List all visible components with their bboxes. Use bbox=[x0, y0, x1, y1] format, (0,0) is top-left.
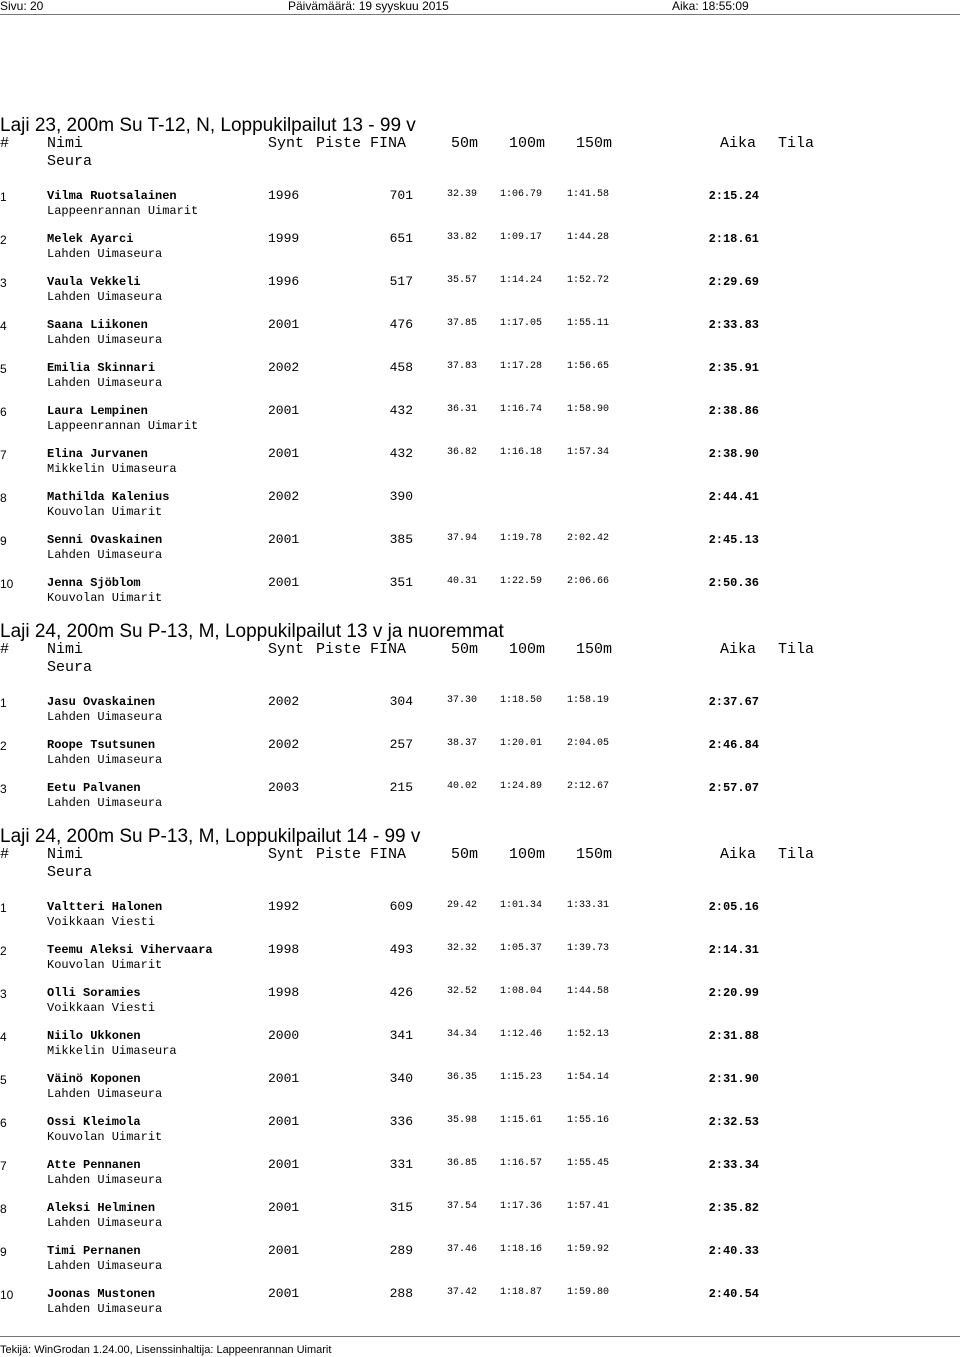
fina-points: 341 bbox=[389, 1028, 413, 1043]
rank: 1 bbox=[0, 901, 7, 915]
col-150m-header: 150m bbox=[576, 641, 613, 658]
swimmer-name: Jasu Ovaskainen bbox=[47, 695, 156, 709]
birth-year: 1998 bbox=[268, 942, 300, 957]
result-row bbox=[0, 187, 960, 230]
result-row bbox=[0, 316, 960, 359]
rank: 7 bbox=[0, 1159, 7, 1173]
split-150m: 2:04.05 bbox=[567, 738, 610, 749]
split-100m: 1:24.89 bbox=[500, 781, 543, 792]
column-header-row bbox=[0, 135, 960, 171]
split-50m: 37.42 bbox=[447, 1287, 478, 1298]
swimmer-name: Joonas Mustonen bbox=[47, 1287, 156, 1301]
birth-year: 2001 bbox=[268, 1071, 300, 1086]
club-name: Kouvolan Uimarit bbox=[47, 958, 163, 972]
col-time-header: Aika bbox=[720, 135, 757, 152]
club-name: Lappeenrannan Uimarit bbox=[47, 419, 199, 433]
swimmer-name: Väinö Koponen bbox=[47, 1072, 141, 1086]
swimmer-name: Mathilda Kalenius bbox=[47, 490, 170, 504]
final-time: 2:46.84 bbox=[708, 738, 759, 752]
swimmer-name: Jenna Sjöblom bbox=[47, 576, 141, 590]
split-150m: 1:52.72 bbox=[567, 275, 610, 286]
result-row bbox=[0, 402, 960, 445]
rank: 9 bbox=[0, 534, 7, 548]
rank: 1 bbox=[0, 696, 7, 710]
footer-text: Tekijä: WinGrodan 1.24.00, Lisenssinhaltija: Lappeenrannan Uimarit bbox=[0, 1344, 332, 1356]
split-100m: 1:17.28 bbox=[500, 361, 543, 372]
split-50m: 35.98 bbox=[447, 1115, 478, 1126]
split-50m: 37.83 bbox=[447, 361, 478, 372]
final-time: 2:31.90 bbox=[708, 1072, 759, 1086]
split-50m: 40.31 bbox=[447, 576, 478, 587]
birth-year: 2002 bbox=[268, 737, 300, 752]
print-date: Päivämäärä: 19 syyskuu 2015 bbox=[288, 0, 449, 13]
rank: 4 bbox=[0, 319, 7, 333]
final-time: 2:33.34 bbox=[708, 1158, 759, 1172]
split-50m: 32.52 bbox=[447, 986, 478, 997]
split-150m: 1:59.92 bbox=[567, 1244, 610, 1255]
column-header-row bbox=[0, 846, 960, 882]
swimmer-name: Laura Lempinen bbox=[47, 404, 148, 418]
club-name: Lahden Uimaseura bbox=[47, 796, 163, 810]
result-row bbox=[0, 445, 960, 488]
split-100m: 1:15.61 bbox=[500, 1115, 543, 1126]
birth-year: 2001 bbox=[268, 403, 300, 418]
col-points-header: Piste FINA bbox=[316, 135, 407, 152]
col-status-header: Tila bbox=[778, 135, 815, 152]
birth-year: 2001 bbox=[268, 1157, 300, 1172]
split-100m: 1:18.16 bbox=[500, 1244, 543, 1255]
split-100m: 1:09.17 bbox=[500, 232, 543, 243]
club-name: Voikkaan Viesti bbox=[47, 1001, 156, 1015]
club-name: Kouvolan Uimarit bbox=[47, 591, 163, 605]
col-year-header: Synt bbox=[268, 641, 305, 658]
birth-year: 2000 bbox=[268, 1028, 300, 1043]
swimmer-name: Niilo Ukkonen bbox=[47, 1029, 141, 1043]
rank: 5 bbox=[0, 362, 7, 376]
final-time: 2:20.99 bbox=[708, 986, 759, 1000]
birth-year: 2001 bbox=[268, 1200, 300, 1215]
split-150m: 1:55.16 bbox=[567, 1115, 610, 1126]
split-100m: 1:12.46 bbox=[500, 1029, 543, 1040]
split-100m: 1:22.59 bbox=[500, 576, 543, 587]
col-100m-header: 100m bbox=[509, 135, 546, 152]
club-name: Lahden Uimaseura bbox=[47, 1216, 163, 1230]
swimmer-name: Emilia Skinnari bbox=[47, 361, 156, 375]
fina-points: 517 bbox=[389, 274, 413, 289]
birth-year: 1998 bbox=[268, 985, 300, 1000]
split-50m: 34.34 bbox=[447, 1029, 478, 1040]
final-time: 2:18.61 bbox=[708, 232, 759, 246]
result-row bbox=[0, 941, 960, 984]
split-50m: 37.30 bbox=[447, 695, 478, 706]
fina-points: 493 bbox=[389, 942, 413, 957]
col-club-header: Seura bbox=[47, 659, 93, 676]
split-50m: 33.82 bbox=[447, 232, 478, 243]
split-150m: 1:41.58 bbox=[567, 189, 610, 200]
rank: 10 bbox=[0, 1288, 14, 1302]
split-100m: 1:06.79 bbox=[500, 189, 543, 200]
rank: 9 bbox=[0, 1245, 7, 1259]
split-50m: 37.46 bbox=[447, 1244, 478, 1255]
col-50m-header: 50m bbox=[451, 135, 479, 152]
split-50m: 35.57 bbox=[447, 275, 478, 286]
rank: 6 bbox=[0, 1116, 7, 1130]
birth-year: 1992 bbox=[268, 899, 300, 914]
result-row bbox=[0, 984, 960, 1027]
club-name: Kouvolan Uimarit bbox=[47, 505, 163, 519]
split-150m: 1:33.31 bbox=[567, 900, 610, 911]
final-time: 2:14.31 bbox=[708, 943, 759, 957]
result-row bbox=[0, 898, 960, 941]
col-time-header: Aika bbox=[720, 641, 757, 658]
col-points-header: Piste FINA bbox=[316, 641, 407, 658]
col-time-header: Aika bbox=[720, 846, 757, 863]
rank: 6 bbox=[0, 405, 7, 419]
result-row bbox=[0, 531, 960, 574]
swimmer-name: Melek Ayarci bbox=[47, 232, 134, 246]
swimmer-name: Vaula Vekkeli bbox=[47, 275, 141, 289]
final-time: 2:40.33 bbox=[708, 1244, 759, 1258]
col-50m-header: 50m bbox=[451, 846, 479, 863]
birth-year: 1999 bbox=[268, 231, 300, 246]
event-title: Laji 24, 200m Su P-13, M, Loppukilpailut 13 v ja nuoremmat bbox=[0, 621, 504, 642]
birth-year: 2001 bbox=[268, 575, 300, 590]
fina-points: 288 bbox=[389, 1286, 413, 1301]
fina-points: 215 bbox=[389, 780, 413, 795]
final-time: 2:57.07 bbox=[708, 781, 759, 795]
col-100m-header: 100m bbox=[509, 846, 546, 863]
result-row bbox=[0, 1113, 960, 1156]
final-time: 2:31.88 bbox=[708, 1029, 759, 1043]
birth-year: 2003 bbox=[268, 780, 300, 795]
rank: 8 bbox=[0, 491, 7, 505]
split-150m: 2:06.66 bbox=[567, 576, 610, 587]
club-name: Lahden Uimaseura bbox=[47, 1087, 163, 1101]
split-100m: 1:14.24 bbox=[500, 275, 543, 286]
club-name: Mikkelin Uimaseura bbox=[47, 1044, 177, 1058]
rank: 10 bbox=[0, 577, 14, 591]
club-name: Lahden Uimaseura bbox=[47, 1302, 163, 1316]
col-150m-header: 150m bbox=[576, 846, 613, 863]
rank: 3 bbox=[0, 782, 7, 796]
split-100m: 1:16.74 bbox=[500, 404, 543, 415]
result-row bbox=[0, 693, 960, 736]
split-100m: 1:05.37 bbox=[500, 943, 543, 954]
rank: 2 bbox=[0, 233, 7, 247]
split-100m: 1:16.57 bbox=[500, 1158, 543, 1169]
fina-points: 651 bbox=[389, 231, 413, 246]
print-time: Aika: 18:55:09 bbox=[672, 0, 749, 13]
split-50m: 37.94 bbox=[447, 533, 478, 544]
swimmer-name: Olli Soramies bbox=[47, 986, 141, 1000]
final-time: 2:33.83 bbox=[708, 318, 759, 332]
fina-points: 304 bbox=[389, 694, 413, 709]
page-footer bbox=[0, 1336, 960, 1357]
split-150m: 1:54.14 bbox=[567, 1072, 610, 1083]
split-150m: 1:57.41 bbox=[567, 1201, 610, 1212]
split-150m: 1:58.90 bbox=[567, 404, 610, 415]
fina-points: 351 bbox=[389, 575, 413, 590]
col-name-header: Nimi bbox=[47, 135, 84, 152]
split-50m: 40.02 bbox=[447, 781, 478, 792]
column-header-row bbox=[0, 641, 960, 677]
final-time: 2:38.86 bbox=[708, 404, 759, 418]
rank: 1 bbox=[0, 190, 7, 204]
split-50m: 37.85 bbox=[447, 318, 478, 329]
col-rank-header: # bbox=[0, 846, 10, 863]
club-name: Mikkelin Uimaseura bbox=[47, 462, 177, 476]
rank: 2 bbox=[0, 739, 7, 753]
split-50m: 36.35 bbox=[447, 1072, 478, 1083]
fina-points: 289 bbox=[389, 1243, 413, 1258]
split-100m: 1:19.78 bbox=[500, 533, 543, 544]
result-row bbox=[0, 1156, 960, 1199]
split-150m: 1:52.13 bbox=[567, 1029, 610, 1040]
col-year-header: Synt bbox=[268, 846, 305, 863]
result-row bbox=[0, 1070, 960, 1113]
col-50m-header: 50m bbox=[451, 641, 479, 658]
birth-year: 1996 bbox=[268, 188, 300, 203]
page-header bbox=[0, 0, 960, 15]
swimmer-name: Timi Pernanen bbox=[47, 1244, 141, 1258]
final-time: 2:15.24 bbox=[708, 189, 759, 203]
swimmer-name: Elina Jurvanen bbox=[47, 447, 148, 461]
col-points-header: Piste FINA bbox=[316, 846, 407, 863]
final-time: 2:32.53 bbox=[708, 1115, 759, 1129]
fina-points: 331 bbox=[389, 1157, 413, 1172]
fina-points: 701 bbox=[389, 188, 413, 203]
fina-points: 340 bbox=[389, 1071, 413, 1086]
birth-year: 2002 bbox=[268, 360, 300, 375]
fina-points: 426 bbox=[389, 985, 413, 1000]
club-name: Lahden Uimaseura bbox=[47, 710, 163, 724]
birth-year: 2002 bbox=[268, 694, 300, 709]
club-name: Lappeenrannan Uimarit bbox=[47, 204, 199, 218]
col-150m-header: 150m bbox=[576, 135, 613, 152]
split-150m: 1:39.73 bbox=[567, 943, 610, 954]
final-time: 2:05.16 bbox=[708, 900, 759, 914]
col-rank-header: # bbox=[0, 641, 10, 658]
birth-year: 1996 bbox=[268, 274, 300, 289]
split-50m: 29.42 bbox=[447, 900, 478, 911]
col-name-header: Nimi bbox=[47, 846, 84, 863]
final-time: 2:45.13 bbox=[708, 533, 759, 547]
result-row bbox=[0, 779, 960, 822]
final-time: 2:40.54 bbox=[708, 1287, 759, 1301]
split-50m: 37.54 bbox=[447, 1201, 478, 1212]
final-time: 2:44.41 bbox=[708, 490, 759, 504]
final-time: 2:35.82 bbox=[708, 1201, 759, 1215]
fina-points: 385 bbox=[389, 532, 413, 547]
page-number: Sivu: 20 bbox=[0, 0, 44, 13]
final-time: 2:37.67 bbox=[708, 695, 759, 709]
split-100m: 1:17.36 bbox=[500, 1201, 543, 1212]
fina-points: 336 bbox=[389, 1114, 413, 1129]
split-100m: 1:08.04 bbox=[500, 986, 543, 997]
result-row bbox=[0, 1027, 960, 1070]
birth-year: 2001 bbox=[268, 1286, 300, 1301]
rank: 3 bbox=[0, 987, 7, 1001]
split-150m: 1:44.28 bbox=[567, 232, 610, 243]
split-150m: 2:12.67 bbox=[567, 781, 610, 792]
swimmer-name: Teemu Aleksi Vihervaara bbox=[47, 943, 213, 957]
club-name: Lahden Uimaseura bbox=[47, 247, 163, 261]
birth-year: 2002 bbox=[268, 489, 300, 504]
swimmer-name: Roope Tsutsunen bbox=[47, 738, 156, 752]
fina-points: 390 bbox=[389, 489, 413, 504]
club-name: Lahden Uimaseura bbox=[47, 753, 163, 767]
fina-points: 257 bbox=[389, 737, 413, 752]
split-150m: 1:55.11 bbox=[567, 318, 610, 329]
split-100m: 1:16.18 bbox=[500, 447, 543, 458]
final-time: 2:50.36 bbox=[708, 576, 759, 590]
split-100m: 1:15.23 bbox=[500, 1072, 543, 1083]
event-title: Laji 23, 200m Su T-12, N, Loppukilpailut 13 - 99 v bbox=[0, 115, 416, 136]
birth-year: 2001 bbox=[268, 317, 300, 332]
col-club-header: Seura bbox=[47, 153, 93, 170]
club-name: Lahden Uimaseura bbox=[47, 333, 163, 347]
col-year-header: Synt bbox=[268, 135, 305, 152]
split-100m: 1:20.01 bbox=[500, 738, 543, 749]
swimmer-name: Senni Ovaskainen bbox=[47, 533, 163, 547]
split-50m: 36.85 bbox=[447, 1158, 478, 1169]
club-name: Kouvolan Uimarit bbox=[47, 1130, 163, 1144]
split-100m: 1:01.34 bbox=[500, 900, 543, 911]
birth-year: 2001 bbox=[268, 532, 300, 547]
birth-year: 2001 bbox=[268, 1114, 300, 1129]
result-row bbox=[0, 1242, 960, 1285]
birth-year: 2001 bbox=[268, 446, 300, 461]
col-rank-header: # bbox=[0, 135, 10, 152]
col-100m-header: 100m bbox=[509, 641, 546, 658]
result-row bbox=[0, 574, 960, 617]
rank: 4 bbox=[0, 1030, 7, 1044]
rank: 7 bbox=[0, 448, 7, 462]
birth-year: 2001 bbox=[268, 1243, 300, 1258]
swimmer-name: Atte Pennanen bbox=[47, 1158, 141, 1172]
swimmer-name: Vilma Ruotsalainen bbox=[47, 189, 177, 203]
final-time: 2:38.90 bbox=[708, 447, 759, 461]
split-150m: 1:56.65 bbox=[567, 361, 610, 372]
swimmer-name: Ossi Kleimola bbox=[47, 1115, 141, 1129]
club-name: Lahden Uimaseura bbox=[47, 1173, 163, 1187]
result-row bbox=[0, 1285, 960, 1328]
split-50m: 32.39 bbox=[447, 189, 478, 200]
club-name: Lahden Uimaseura bbox=[47, 376, 163, 390]
rank: 8 bbox=[0, 1202, 7, 1216]
club-name: Lahden Uimaseura bbox=[47, 1259, 163, 1273]
split-100m: 1:18.50 bbox=[500, 695, 543, 706]
swimmer-name: Eetu Palvanen bbox=[47, 781, 141, 795]
fina-points: 476 bbox=[389, 317, 413, 332]
fina-points: 315 bbox=[389, 1200, 413, 1215]
col-club-header: Seura bbox=[47, 864, 93, 881]
split-50m: 36.31 bbox=[447, 404, 478, 415]
split-150m: 1:58.19 bbox=[567, 695, 610, 706]
event-title: Laji 24, 200m Su P-13, M, Loppukilpailut 14 - 99 v bbox=[0, 826, 421, 847]
rank: 3 bbox=[0, 276, 7, 290]
result-row bbox=[0, 273, 960, 316]
split-150m: 1:59.80 bbox=[567, 1287, 610, 1298]
split-100m: 1:18.87 bbox=[500, 1287, 543, 1298]
result-row bbox=[0, 736, 960, 779]
result-row bbox=[0, 230, 960, 273]
club-name: Voikkaan Viesti bbox=[47, 915, 156, 929]
rank: 2 bbox=[0, 944, 7, 958]
split-150m: 1:44.58 bbox=[567, 986, 610, 997]
club-name: Lahden Uimaseura bbox=[47, 290, 163, 304]
fina-points: 458 bbox=[389, 360, 413, 375]
split-150m: 1:55.45 bbox=[567, 1158, 610, 1169]
split-50m: 38.37 bbox=[447, 738, 478, 749]
split-150m: 1:57.34 bbox=[567, 447, 610, 458]
col-status-header: Tila bbox=[778, 846, 815, 863]
fina-points: 432 bbox=[389, 403, 413, 418]
final-time: 2:29.69 bbox=[708, 275, 759, 289]
result-row bbox=[0, 1199, 960, 1242]
result-row bbox=[0, 488, 960, 531]
club-name: Lahden Uimaseura bbox=[47, 548, 163, 562]
rank: 5 bbox=[0, 1073, 7, 1087]
swimmer-name: Valtteri Halonen bbox=[47, 900, 163, 914]
fina-points: 609 bbox=[389, 899, 413, 914]
col-name-header: Nimi bbox=[47, 641, 84, 658]
split-50m: 36.82 bbox=[447, 447, 478, 458]
split-150m: 2:02.42 bbox=[567, 533, 610, 544]
fina-points: 432 bbox=[389, 446, 413, 461]
final-time: 2:35.91 bbox=[708, 361, 759, 375]
swimmer-name: Aleksi Helminen bbox=[47, 1201, 156, 1215]
col-status-header: Tila bbox=[778, 641, 815, 658]
split-100m: 1:17.05 bbox=[500, 318, 543, 329]
split-50m: 32.32 bbox=[447, 943, 478, 954]
result-row bbox=[0, 359, 960, 402]
swimmer-name: Saana Liikonen bbox=[47, 318, 148, 332]
